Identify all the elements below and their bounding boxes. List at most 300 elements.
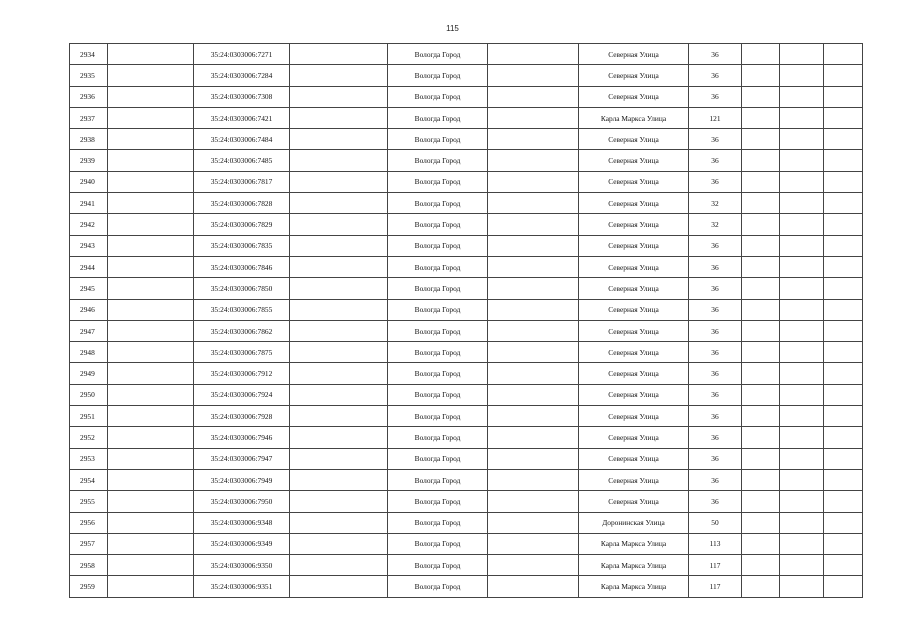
empty-cell [108,129,194,150]
empty-cell [488,448,579,469]
empty-cell [108,384,194,405]
empty-cell [742,86,780,107]
house-number: 36 [689,235,742,256]
house-number: 36 [689,469,742,490]
table-row [70,150,863,171]
settlement: Вологда Город [388,448,488,469]
table-row [70,44,863,65]
empty-cell [742,555,780,576]
empty-cell [290,427,388,448]
house-number: 36 [689,491,742,512]
empty-cell [780,129,824,150]
empty-cell [824,150,863,171]
settlement: Вологда Город [388,214,488,235]
house-number: 36 [689,86,742,107]
cadastral-number: 35:24:0303006:7946 [194,427,290,448]
settlement: Вологда Город [388,427,488,448]
empty-cell [488,469,579,490]
street: Северная Улица [579,363,689,384]
empty-cell [290,256,388,277]
empty-cell [108,256,194,277]
table-row [70,406,863,427]
table-row [70,171,863,192]
table-row [70,469,863,490]
empty-cell [742,448,780,469]
empty-cell [780,406,824,427]
empty-cell [488,576,579,597]
street: Доронинская Улица [579,512,689,533]
table-row [70,555,863,576]
empty-cell [780,107,824,128]
row-number: 2954 [70,469,108,490]
table-row [70,278,863,299]
empty-cell [742,171,780,192]
street: Карла Маркса Улица [579,533,689,554]
house-number: 36 [689,65,742,86]
cadastral-number: 35:24:0303006:7924 [194,384,290,405]
settlement: Вологда Город [388,406,488,427]
empty-cell [824,214,863,235]
empty-cell [108,448,194,469]
empty-cell [780,363,824,384]
table-row [70,235,863,256]
street: Северная Улица [579,278,689,299]
street: Северная Улица [579,406,689,427]
settlement: Вологда Город [388,235,488,256]
house-number: 32 [689,214,742,235]
settlement: Вологда Город [388,469,488,490]
street: Карла Маркса Улица [579,576,689,597]
house-number: 36 [689,320,742,341]
settlement: Вологда Город [388,555,488,576]
street: Северная Улица [579,427,689,448]
street: Карла Маркса Улица [579,555,689,576]
empty-cell [824,235,863,256]
empty-cell [780,150,824,171]
empty-cell [780,384,824,405]
table-row [70,107,863,128]
cadastral-number: 35:24:0303006:7862 [194,320,290,341]
cadastral-number: 35:24:0303006:7949 [194,469,290,490]
house-number: 36 [689,384,742,405]
empty-cell [290,65,388,86]
house-number: 121 [689,107,742,128]
settlement: Вологда Город [388,384,488,405]
empty-cell [824,448,863,469]
empty-cell [742,342,780,363]
row-number: 2938 [70,129,108,150]
empty-cell [290,193,388,214]
row-number: 2957 [70,533,108,554]
row-number: 2950 [70,384,108,405]
house-number: 36 [689,342,742,363]
empty-cell [290,107,388,128]
row-number: 2947 [70,320,108,341]
house-number: 50 [689,512,742,533]
empty-cell [290,235,388,256]
empty-cell [108,363,194,384]
settlement: Вологда Город [388,342,488,363]
empty-cell [108,342,194,363]
settlement: Вологда Город [388,278,488,299]
empty-cell [742,65,780,86]
street: Северная Улица [579,129,689,150]
table-row [70,320,863,341]
empty-cell [108,44,194,65]
settlement: Вологда Город [388,107,488,128]
empty-cell [780,342,824,363]
empty-cell [742,150,780,171]
empty-cell [290,44,388,65]
empty-cell [824,469,863,490]
empty-cell [742,278,780,299]
empty-cell [742,406,780,427]
settlement: Вологда Город [388,44,488,65]
empty-cell [780,448,824,469]
settlement: Вологда Город [388,256,488,277]
cadastral-number: 35:24:0303006:7271 [194,44,290,65]
empty-cell [108,171,194,192]
empty-cell [108,86,194,107]
empty-cell [824,555,863,576]
empty-cell [488,555,579,576]
empty-cell [108,150,194,171]
empty-cell [488,299,579,320]
street: Карла Маркса Улица [579,107,689,128]
registry-table [69,43,863,598]
empty-cell [108,555,194,576]
street: Северная Улица [579,44,689,65]
settlement: Вологда Город [388,150,488,171]
empty-cell [780,299,824,320]
cadastral-number: 35:24:0303006:7947 [194,448,290,469]
empty-cell [824,107,863,128]
cadastral-number: 35:24:0303006:9348 [194,512,290,533]
cadastral-number: 35:24:0303006:7850 [194,278,290,299]
empty-cell [824,65,863,86]
settlement: Вологда Город [388,512,488,533]
house-number: 36 [689,256,742,277]
empty-cell [108,65,194,86]
empty-cell [290,384,388,405]
street: Северная Улица [579,235,689,256]
empty-cell [488,193,579,214]
street: Северная Улица [579,214,689,235]
empty-cell [488,384,579,405]
settlement: Вологда Город [388,576,488,597]
row-number: 2935 [70,65,108,86]
settlement: Вологда Город [388,491,488,512]
empty-cell [742,214,780,235]
street: Северная Улица [579,193,689,214]
empty-cell [488,406,579,427]
table-row [70,491,863,512]
empty-cell [780,214,824,235]
settlement: Вологда Город [388,533,488,554]
empty-cell [108,533,194,554]
empty-cell [780,469,824,490]
empty-cell [290,406,388,427]
empty-cell [290,469,388,490]
empty-cell [488,533,579,554]
empty-cell [824,363,863,384]
cadastral-number: 35:24:0303006:7485 [194,150,290,171]
empty-cell [742,384,780,405]
empty-cell [824,512,863,533]
street: Северная Улица [579,65,689,86]
empty-cell [108,235,194,256]
table-row [70,363,863,384]
empty-cell [488,256,579,277]
empty-cell [290,171,388,192]
empty-cell [824,427,863,448]
street: Северная Улица [579,86,689,107]
street: Северная Улица [579,150,689,171]
table-row [70,533,863,554]
empty-cell [780,278,824,299]
row-number: 2952 [70,427,108,448]
street: Северная Улица [579,384,689,405]
table-row [70,256,863,277]
cadastral-number: 35:24:0303006:7846 [194,256,290,277]
empty-cell [108,278,194,299]
row-number: 2958 [70,555,108,576]
empty-cell [488,65,579,86]
empty-cell [824,86,863,107]
house-number: 117 [689,576,742,597]
row-number: 2941 [70,193,108,214]
empty-cell [742,512,780,533]
empty-cell [824,491,863,512]
empty-cell [742,576,780,597]
house-number: 36 [689,427,742,448]
empty-cell [742,469,780,490]
empty-cell [742,44,780,65]
cadastral-number: 35:24:0303006:7829 [194,214,290,235]
table-row [70,129,863,150]
empty-cell [488,235,579,256]
cadastral-number: 35:24:0303006:7835 [194,235,290,256]
empty-cell [108,107,194,128]
empty-cell [290,342,388,363]
empty-cell [290,363,388,384]
row-number: 2953 [70,448,108,469]
empty-cell [488,363,579,384]
empty-cell [488,214,579,235]
page-number: 115 [446,24,459,33]
settlement: Вологда Город [388,129,488,150]
row-number: 2940 [70,171,108,192]
row-number: 2934 [70,44,108,65]
empty-cell [290,491,388,512]
empty-cell [824,342,863,363]
cadastral-number: 35:24:0303006:7817 [194,171,290,192]
house-number: 117 [689,555,742,576]
cadastral-number: 35:24:0303006:7484 [194,129,290,150]
table-row [70,86,863,107]
empty-cell [742,107,780,128]
cadastral-number: 35:24:0303006:7828 [194,193,290,214]
cadastral-number: 35:24:0303006:7308 [194,86,290,107]
empty-cell [488,171,579,192]
empty-cell [290,278,388,299]
settlement: Вологда Город [388,363,488,384]
empty-cell [108,214,194,235]
house-number: 36 [689,448,742,469]
table-body [70,44,863,598]
empty-cell [488,491,579,512]
empty-cell [108,299,194,320]
empty-cell [780,86,824,107]
table-row [70,427,863,448]
empty-cell [488,129,579,150]
empty-cell [290,214,388,235]
empty-cell [488,427,579,448]
cadastral-number: 35:24:0303006:7875 [194,342,290,363]
empty-cell [290,86,388,107]
empty-cell [290,448,388,469]
row-number: 2942 [70,214,108,235]
empty-cell [108,576,194,597]
empty-cell [290,129,388,150]
empty-cell [742,491,780,512]
settlement: Вологда Город [388,299,488,320]
empty-cell [108,512,194,533]
house-number: 36 [689,171,742,192]
empty-cell [290,533,388,554]
empty-cell [488,278,579,299]
empty-cell [488,512,579,533]
table-row [70,65,863,86]
settlement: Вологда Город [388,65,488,86]
table-row [70,512,863,533]
street: Северная Улица [579,171,689,192]
empty-cell [824,533,863,554]
cadastral-number: 35:24:0303006:7421 [194,107,290,128]
cadastral-number: 35:24:0303006:7950 [194,491,290,512]
row-number: 2955 [70,491,108,512]
row-number: 2937 [70,107,108,128]
street: Северная Улица [579,342,689,363]
empty-cell [824,320,863,341]
empty-cell [488,107,579,128]
empty-cell [108,427,194,448]
empty-cell [742,299,780,320]
street: Северная Улица [579,299,689,320]
house-number: 32 [689,193,742,214]
house-number: 36 [689,299,742,320]
empty-cell [742,129,780,150]
empty-cell [780,193,824,214]
empty-cell [108,469,194,490]
empty-cell [290,576,388,597]
empty-cell [742,193,780,214]
empty-cell [742,256,780,277]
street: Северная Улица [579,256,689,277]
empty-cell [742,235,780,256]
empty-cell [780,65,824,86]
house-number: 113 [689,533,742,554]
house-number: 36 [689,406,742,427]
street: Северная Улица [579,320,689,341]
empty-cell [488,150,579,171]
cadastral-number: 35:24:0303006:9351 [194,576,290,597]
table-row [70,193,863,214]
cadastral-number: 35:24:0303006:7912 [194,363,290,384]
cadastral-number: 35:24:0303006:7284 [194,65,290,86]
empty-cell [824,129,863,150]
cadastral-number: 35:24:0303006:9349 [194,533,290,554]
empty-cell [780,44,824,65]
table-row [70,384,863,405]
empty-cell [742,427,780,448]
empty-cell [488,342,579,363]
row-number: 2951 [70,406,108,427]
house-number: 36 [689,150,742,171]
empty-cell [824,299,863,320]
empty-cell [742,320,780,341]
house-number: 36 [689,129,742,150]
empty-cell [488,86,579,107]
empty-cell [108,491,194,512]
row-number: 2945 [70,278,108,299]
empty-cell [780,512,824,533]
cadastral-number: 35:24:0303006:9350 [194,555,290,576]
settlement: Вологда Город [388,171,488,192]
empty-cell [780,555,824,576]
row-number: 2956 [70,512,108,533]
empty-cell [780,491,824,512]
empty-cell [824,384,863,405]
house-number: 36 [689,278,742,299]
empty-cell [824,406,863,427]
table-row [70,214,863,235]
settlement: Вологда Город [388,86,488,107]
empty-cell [108,320,194,341]
empty-cell [290,320,388,341]
table-row [70,576,863,597]
row-number: 2948 [70,342,108,363]
settlement: Вологда Город [388,193,488,214]
settlement: Вологда Город [388,320,488,341]
empty-cell [780,576,824,597]
empty-cell [824,193,863,214]
row-number: 2949 [70,363,108,384]
empty-cell [824,576,863,597]
empty-cell [780,427,824,448]
empty-cell [780,256,824,277]
empty-cell [290,150,388,171]
empty-cell [780,235,824,256]
empty-cell [488,320,579,341]
row-number: 2939 [70,150,108,171]
empty-cell [824,171,863,192]
empty-cell [108,193,194,214]
row-number: 2944 [70,256,108,277]
street: Северная Улица [579,469,689,490]
empty-cell [290,512,388,533]
table-row [70,299,863,320]
empty-cell [780,171,824,192]
empty-cell [742,363,780,384]
empty-cell [780,533,824,554]
empty-cell [824,44,863,65]
row-number: 2943 [70,235,108,256]
empty-cell [290,555,388,576]
table-row [70,448,863,469]
empty-cell [742,533,780,554]
empty-cell [824,278,863,299]
